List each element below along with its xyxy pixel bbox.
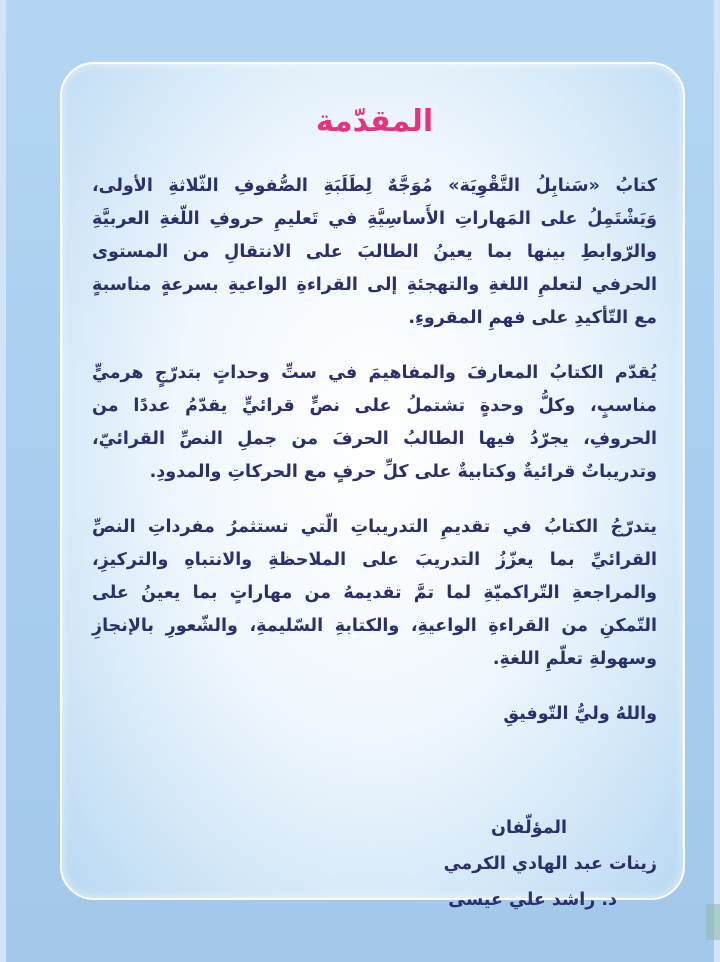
author-name-2: د. راشد علي عيسى	[448, 890, 617, 910]
corner-accent	[706, 904, 720, 940]
content-panel	[60, 62, 685, 910]
paragraph-2: يُقدّم الكتابُ المعارفَ والمفاهيمَ في ستِّ وحداتٍ بتدرّجٍ هرميٍّ مناسبٍ، وكلُّ وحدةٍ تشتملُ على نصٍّ قرائيٍّ يقدّمُ عددًا من الحروفِ، يجرّدُ فيها الطالبُ الحرفَ من جملِ النصِّ القرائيّ، وتدريباتٌ قرائيةٌ وكتابيةٌ على كلِّ حرفٍ مع الحركاتِ والمدودِ.	[92, 363, 657, 482]
page-edge-left	[0, 0, 6, 962]
introduction-text	[92, 100, 657, 910]
author-name-1: زينات عبد الهادي الكرمي	[443, 854, 657, 874]
closing-line: واللهُ وليُّ التّوفيقِ	[503, 704, 657, 724]
authors-label: المؤلّفان	[491, 818, 567, 838]
authors-block	[397, 810, 657, 918]
page-title: المقدّمة	[315, 104, 434, 139]
page-edge-right	[714, 0, 720, 962]
paragraph-3: يتدرّجُ الكتابُ في تقديمِ التدريباتِ الّتي تستثمرُ مفرداتِ النصِّ القرائيِّ بما يعزّزُ التدريبَ على الملاحظةِ والانتباهِ والتركيزِ، والمراجعةِ التّراكميّةِ لما تمَّ تقديمهُ من مهاراتٍ بما يعينُ على التّمكنِ من القراءةِ الواعيةِ، والكتابةِ السّليمةِ، والشّعورِ بالإنجازِ وسهولةِ تعلّمِ اللغةِ.	[92, 517, 657, 669]
paragraph-1: كتابُ «سَنابِلُ التَّقْوِيَة» مُوَجَّهٌ لِطَلَبَةِ الصُّفوفِ الثّلاثةِ الأولى، وَيَشْتَمِلُ على المَهاراتِ الأَساسِيَّةِ في تَعليمِ حروفِ اللّغةِ العربيَّةِ والرّوابطِ بينها بما يعينُ الطالبَ على الانتقالِ من المستوى الحرفي لتعلمِ اللغةِ والتهجئةِ إلى القراءةِ الواعيةِ بسرعةٍ مناسبةٍ مع التّأكيدِ على فهمِ المقروءِ.	[92, 176, 657, 328]
